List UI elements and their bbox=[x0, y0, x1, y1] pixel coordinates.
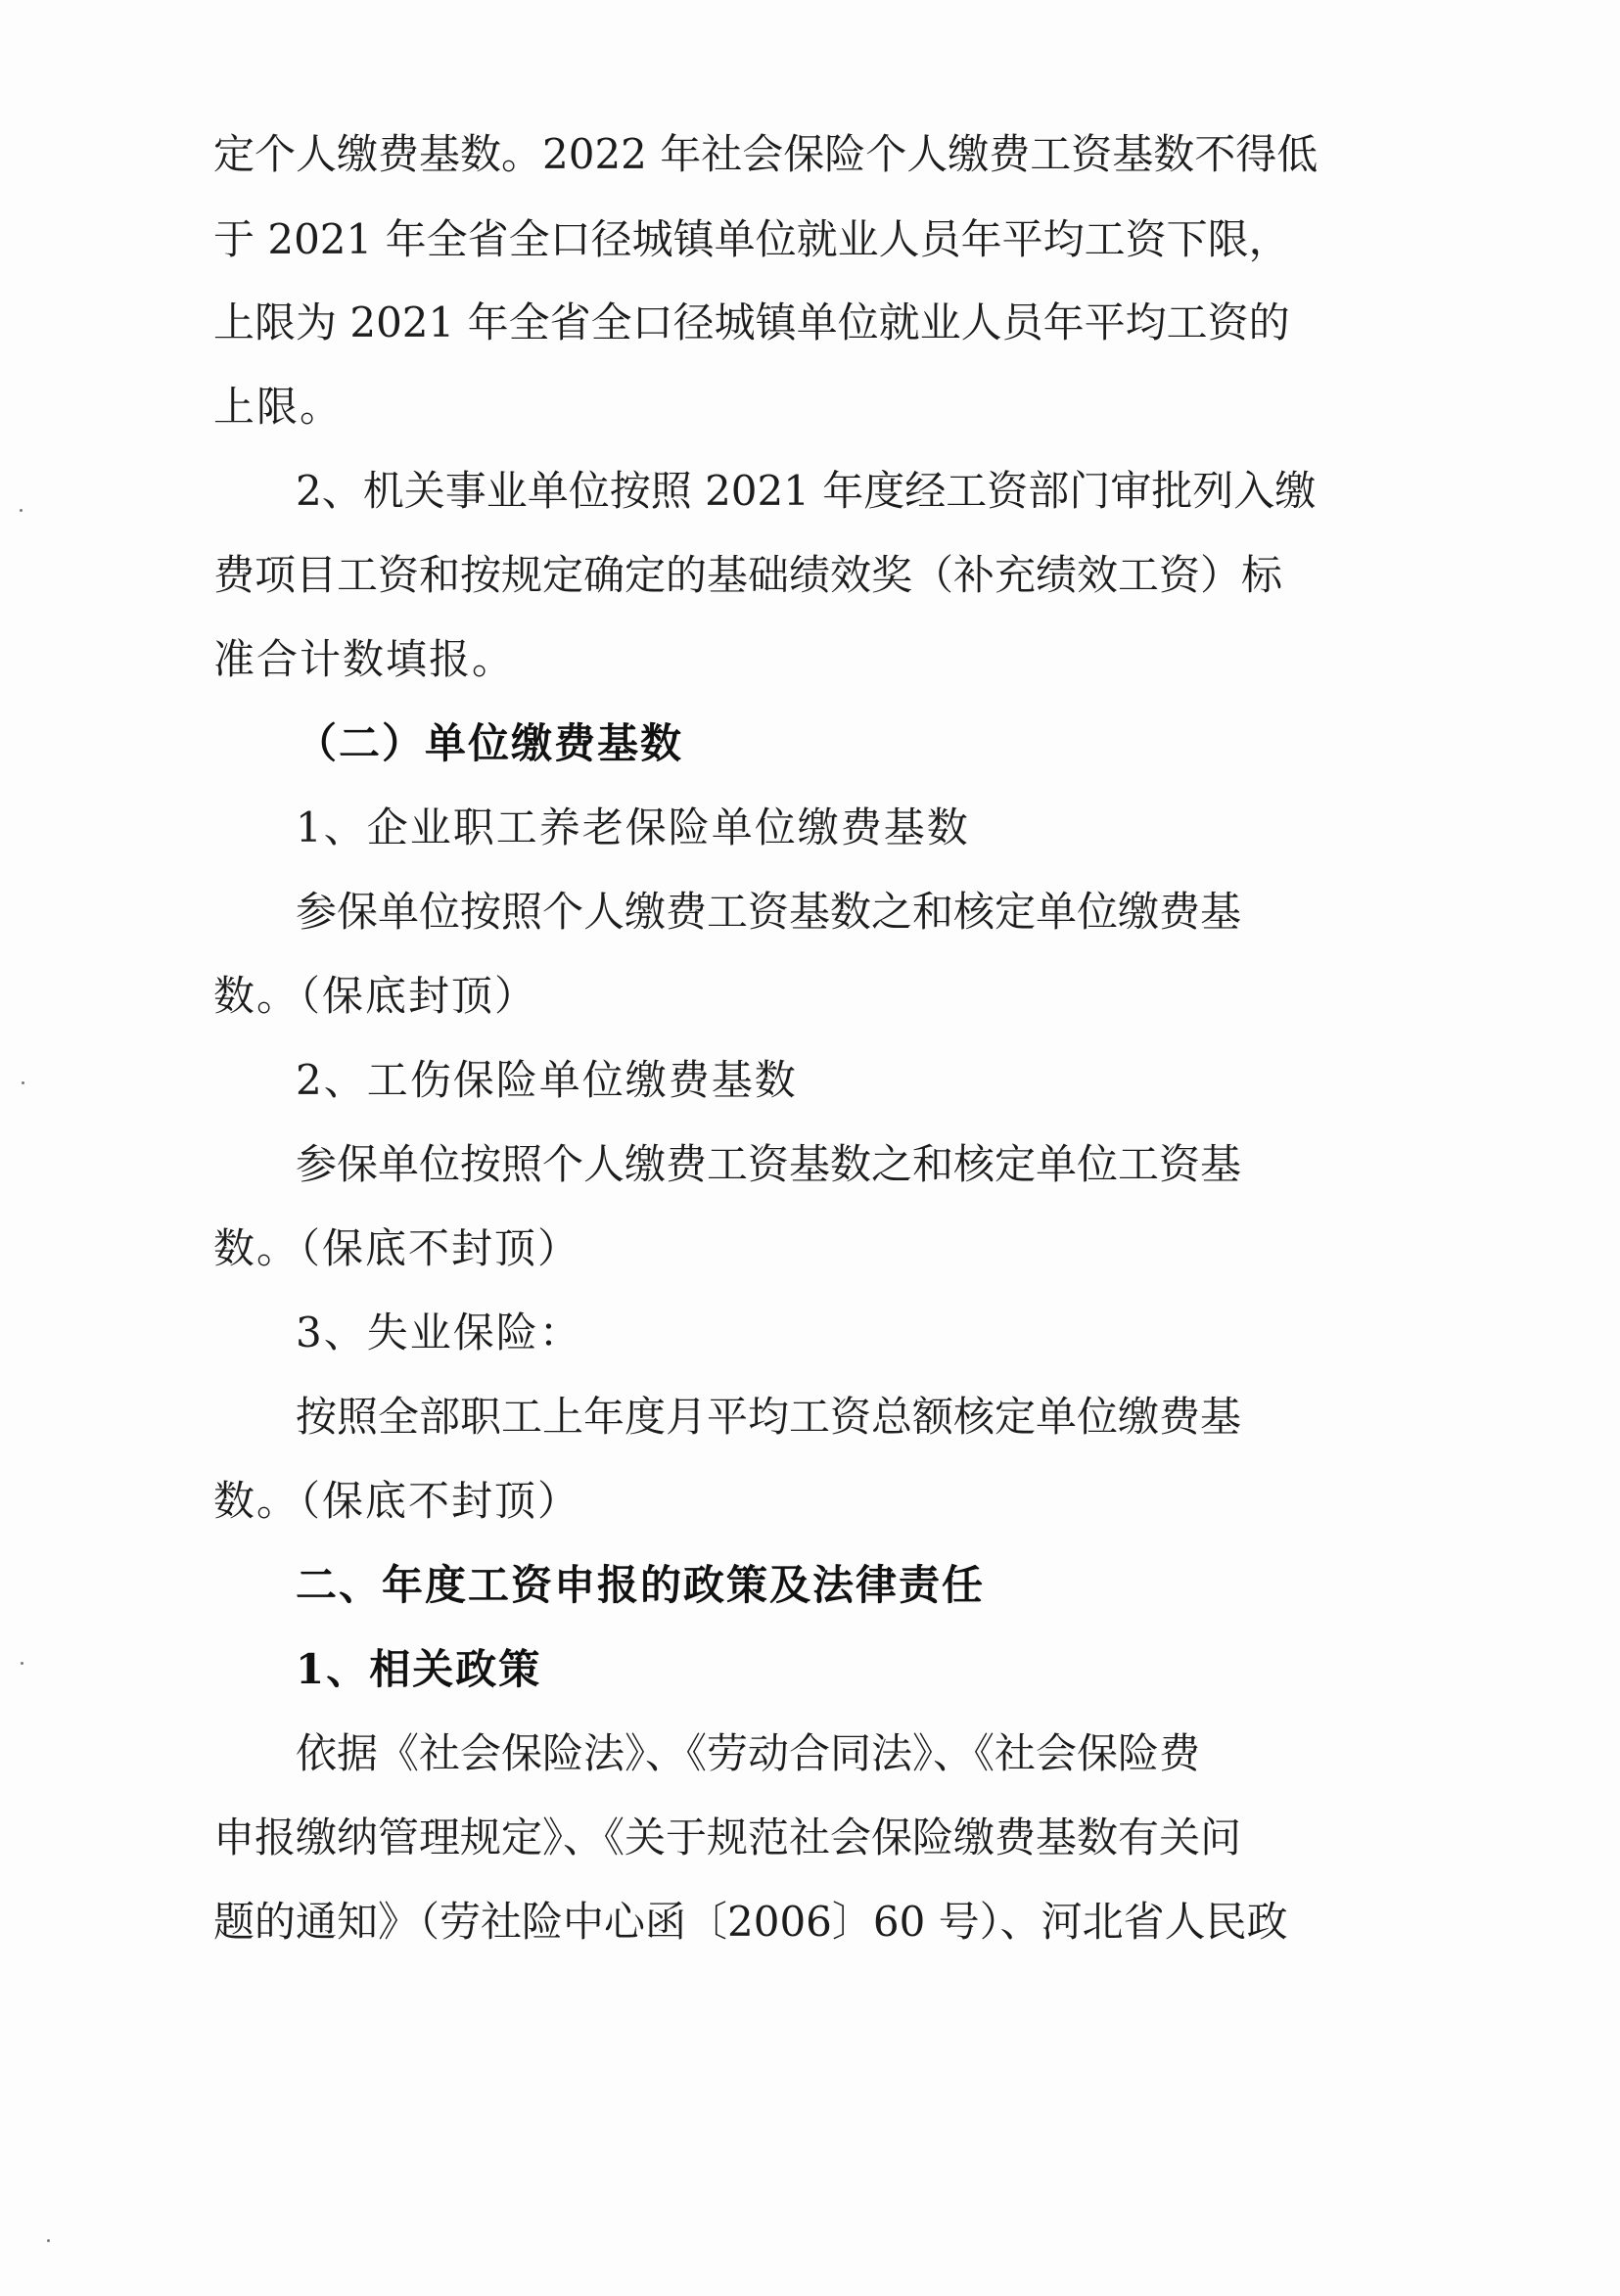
body-text-line: 定个人缴费基数。2022 年社会保险个人缴费工资基数不得低 bbox=[213, 130, 1319, 178]
section-heading: （二）单位缴费基数 bbox=[296, 719, 684, 767]
scan-speck bbox=[20, 509, 23, 512]
scan-speck bbox=[21, 1662, 23, 1665]
body-text-line: 申报缴纳管理规定》、《关于规范社会保险缴费基数有关问 bbox=[213, 1814, 1242, 1861]
body-text-line: 数。（保底不封顶） bbox=[213, 1224, 581, 1272]
body-text-line: 上限。 bbox=[213, 383, 344, 431]
chapter-heading: 二、年度工资申报的政策及法律责任 bbox=[296, 1561, 986, 1609]
body-text-line: 参保单位按照个人缴费工资基数之和核定单位缴费基 bbox=[296, 888, 1242, 936]
body-text-line: 题的通知》（劳社险中心函〔2006〕60 号）、河北省人民政 bbox=[213, 1898, 1288, 1946]
scan-speck bbox=[22, 1081, 24, 1084]
list-item-text: 2、机关事业单位按照 2021 年度经工资部门审批列入缴 bbox=[296, 467, 1317, 515]
body-text-line: 参保单位按照个人缴费工资基数之和核定单位工资基 bbox=[296, 1140, 1242, 1188]
body-text-line: 准合计数填报。 bbox=[213, 635, 516, 683]
body-text-line: 上限为 2021 年全省全口径城镇单位就业人员年平均工资的 bbox=[213, 298, 1290, 346]
list-item-text: 2、工伤保险单位缴费基数 bbox=[296, 1056, 798, 1104]
list-item-text: 3、失业保险： bbox=[296, 1309, 582, 1356]
list-item-text: 1、企业职工养老保险单位缴费基数 bbox=[296, 804, 970, 851]
body-text-line: 按照全部职工上年度月平均工资总额核定单位缴费基 bbox=[296, 1393, 1242, 1441]
body-text-line: 费项目工资和按规定确定的基础绩效奖（补充绩效工资）标 bbox=[213, 551, 1283, 599]
body-text-line: 数。（保底封顶） bbox=[213, 972, 538, 1020]
body-text-line: 于 2021 年全省全口径城镇单位就业人员年平均工资下限， bbox=[213, 215, 1290, 263]
scan-speck bbox=[47, 2239, 50, 2242]
body-text-line: 数。（保底不封顶） bbox=[213, 1477, 581, 1525]
subsection-heading: 1、相关政策 bbox=[296, 1645, 542, 1693]
body-text-line: 依据《社会保险法》、《劳动合同法》、《社会保险费 bbox=[296, 1729, 1201, 1777]
